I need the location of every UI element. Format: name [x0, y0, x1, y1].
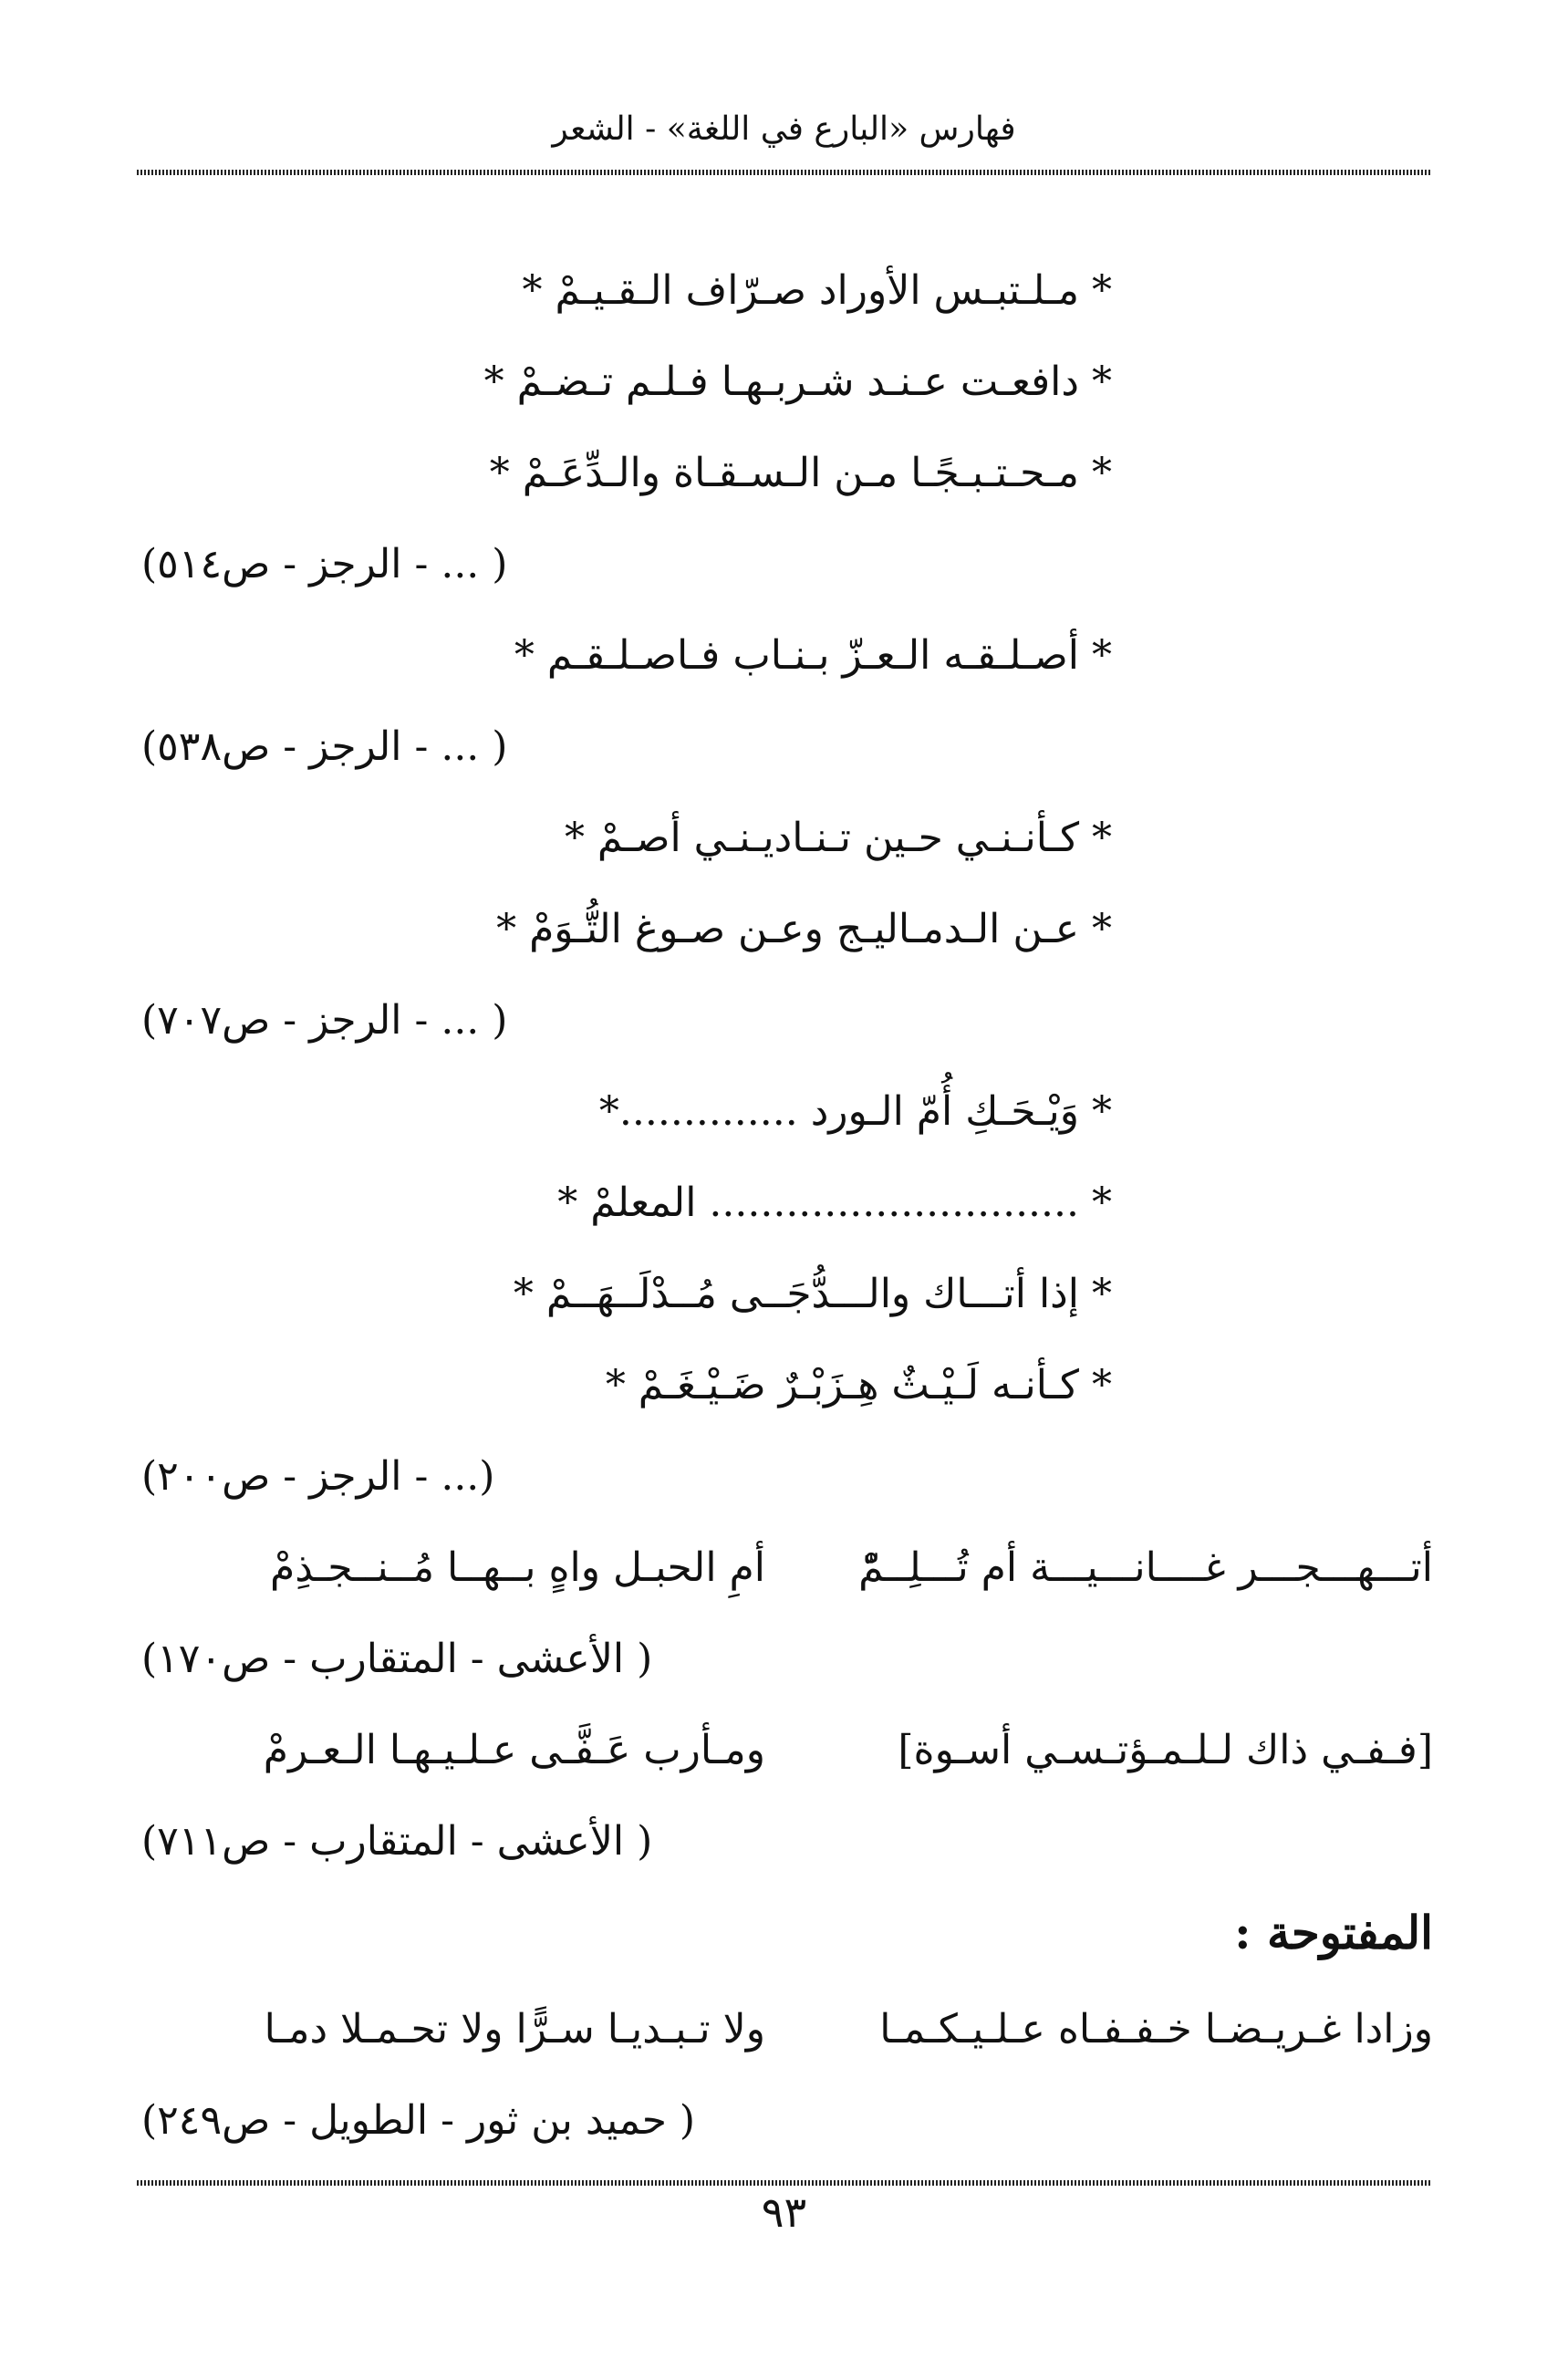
verse-line: * ............................. المعلمْ * [557, 1180, 1112, 1226]
source-citation: ( ... - الرجز - ص٧٠٧) [141, 997, 508, 1044]
source-citation: ( الأعشى - المتقارب - ص٧١١) [141, 1818, 653, 1865]
verse-line: * إذا أتـــاك والـــدُّجَــى مُــدْلَــهَــمْ * [513, 1271, 1112, 1317]
verse-line: * كـأنـنـي حـين تـنـاديـنـي أصـمْ * [564, 815, 1112, 861]
verse-line: * مـحـتـبـجًـا مـن الـسـقـاة والـدِّعَـمْ * [489, 450, 1112, 496]
running-head: فهارس «البارع في اللغة» - الشعر [552, 110, 1016, 148]
verse-line: * عـن الـدمـاليـج وعـن صـوغ التُّـوَمْ * [496, 906, 1112, 952]
verse-line: * مـلـتبـس الأوراد صـرّاف الـقـيـمْ * [522, 267, 1112, 314]
couplet-second-hemistich: أمِ الحبـل واهٍ بــهــا مُــنــجـذِمْ [270, 1544, 765, 1591]
verse-line: * كـأنـه لَـيْـثٌ هِـزَبْـرٌ ضَـيْـغَـمْ * [605, 1362, 1112, 1408]
couplet-second-hemistich: ومـأرب عَـفَّـى عـلـيـهـا الـعـرمْ [263, 1727, 765, 1773]
section-heading: المفتوحة : [1234, 1906, 1433, 1959]
couplet-first-hemistich: [فـفـي ذاك لـلـمـؤتـسـي أسـوة] [898, 1727, 1433, 1773]
source-citation: (... - الرجز - ص٢٠٠) [141, 1453, 495, 1500]
source-citation: ( ... - الرجز - ص٥١٤) [141, 541, 508, 587]
verse-line: * وَيْـحَـكِ أُمّ الـورد ..............* [598, 1088, 1112, 1135]
source-citation: ( الأعشى - المتقارب - ص١٧٠) [141, 1636, 653, 1682]
couplet-first-hemistich: وزادا غـريـضـا خـفـفـاه عـلـيـكـمـا [879, 2006, 1433, 2052]
header-rule [137, 170, 1432, 175]
verse-line: * أصـلـقـه الـعـزّ بـنـاب فـاصـلـقـم * [514, 632, 1112, 679]
source-citation: ( ... - الرجز - ص٥٣٨) [141, 723, 508, 770]
couplet-first-hemistich: أتـــهـــجـــر غــــانـــيـــة أم تُـــلِــمّْ [858, 1544, 1433, 1591]
verse-line: * دافعـت عـنـد شـربـهـا فـلـم تـضـمْ * [483, 359, 1112, 405]
source-citation: ( حميد بن ثور - الطويل - ص٢٤٩) [141, 2097, 696, 2144]
couplet-second-hemistich: ولا تـبـديـا سـرًّا ولا تحـمـلا دمـا [264, 2006, 765, 2052]
page-number: ٩٣ [761, 2188, 807, 2237]
